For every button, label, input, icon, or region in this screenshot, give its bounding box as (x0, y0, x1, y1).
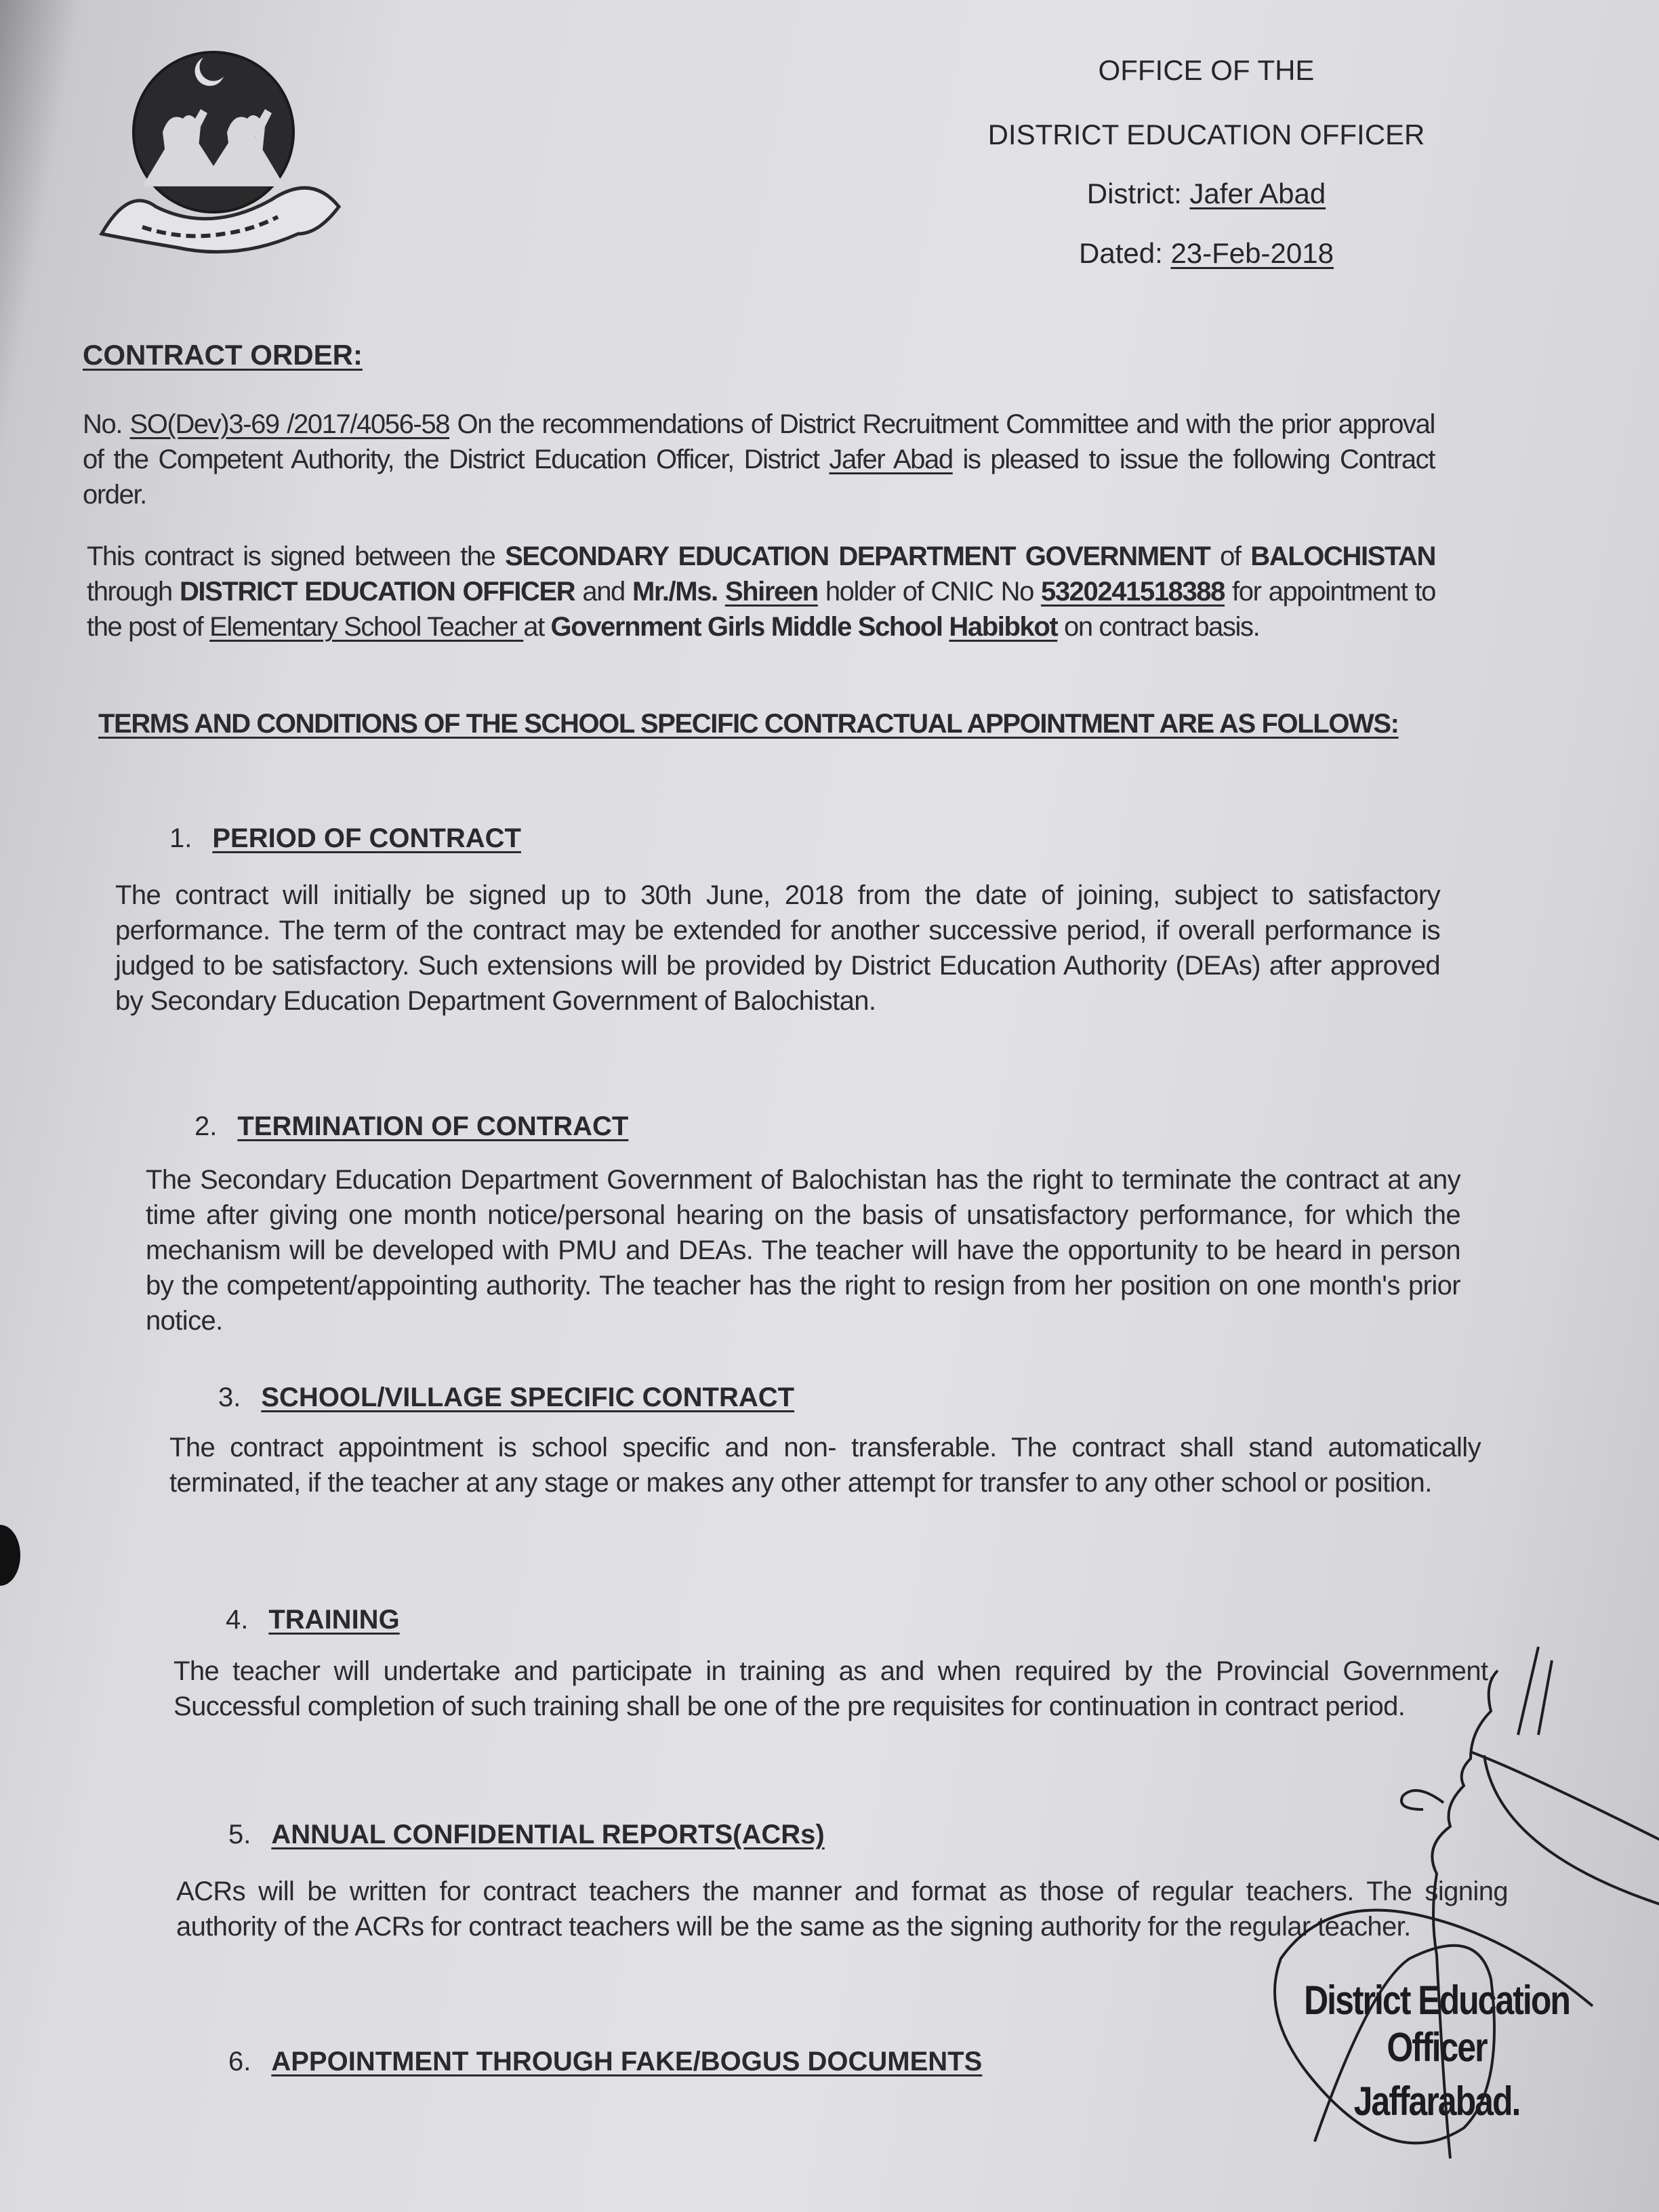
section-3-heading (218, 1382, 794, 1413)
province: BALOCHISTAN (1250, 541, 1435, 571)
text: on contract basis. (1057, 612, 1260, 642)
text: holder of CNIC No (817, 577, 1041, 607)
cnic-number: 5320241518388 (1040, 577, 1225, 607)
section-number: 6. (228, 2047, 251, 2076)
section-title: TERMINATION OF CONTRACT (237, 1111, 629, 1141)
appointee-name: Shireen (724, 577, 818, 607)
intro-text: On the recommendations of District Recruitment Committee and with the prior approval of the Competent Authority, the District Education Officer, District (83, 409, 1435, 474)
government-emblem-logo (95, 30, 346, 274)
order-number: SO(Dev)3-69 /2017/4056-58 (129, 409, 450, 439)
school-place: Habibkot (949, 612, 1058, 642)
section-title: ANNUAL CONFIDENTIAL REPORTS(ACRs) (271, 1820, 825, 1849)
terms-heading: TERMS AND CONDITIONS OF THE SCHOOL SPECIFIC CONTRACTUAL APPOINTMENT ARE AS FOLLOWS: (98, 709, 1399, 739)
text: and (575, 577, 632, 607)
section-title: APPOINTMENT THROUGH FAKE/BOGUS DOCUMENTS (271, 2047, 983, 2076)
section-1-body: The contract will initially be signed up to 30th June, 2018 from the date of joining, subject to satisfactory performance. The term of the contract may be extended for another successive period, if overall performance is judged to be satisfactory. Such extensions will be provided by District Education Authority (DEAs) after approved by Secondary Education Department Government of Balochistan. (115, 880, 1440, 1016)
section-2-body: The Secondary Education Department Government of Balochistan has the right to terminate the contract at any time after giving one month notice/personal hearing on the basis of unsatisfactory performance, for which the mechanism will be developed with PMU and DEAs. The teacher will have the opportunity to be heard in person by the competent/appointing authority. The teacher has the right to resign from her position on one month's prior notice. (146, 1165, 1460, 1336)
section-number: 2. (194, 1111, 218, 1141)
section-4-body: The teacher will undertake and participate in training as and when required by the Provincial Government. Successful completion of such training shall be one of the pre requisites for continuation in contract period. (173, 1656, 1495, 1721)
district-label: District: (1086, 178, 1182, 209)
section-number: 3. (218, 1382, 241, 1412)
text: for appointment to the post of (87, 577, 1435, 642)
section-number: 5. (228, 1820, 251, 1849)
text: This contract is signed between the (87, 541, 506, 571)
text: through (87, 577, 180, 607)
section-title: TRAINING (268, 1605, 400, 1635)
section-1-heading (169, 823, 521, 854)
dated-value: 23-Feb-2018 (1170, 237, 1334, 269)
section-4-heading (226, 1605, 400, 1635)
district-value: Jafer Abad (1189, 178, 1326, 209)
section-number: 4. (226, 1605, 249, 1635)
department: SECONDARY EDUCATION DEPARTMENT GOVERNMENT (505, 541, 1210, 571)
stamp-line-1: District Education Officer (1304, 1978, 1570, 2070)
office-title: DISTRICT EDUCATION OFFICER (987, 119, 1425, 150)
stamp-line-2: Jaffarabad. (1353, 2078, 1520, 2124)
dated-label: Dated: (1079, 237, 1163, 269)
school-name: Government Girls Middle School (550, 612, 943, 642)
order-no-label: No. (83, 409, 123, 439)
intro-text-end: is pleased to issue the following Contract order. (83, 445, 1435, 510)
text: at (523, 612, 551, 642)
section-number: 1. (169, 823, 192, 853)
section-title: SCHOOL/VILLAGE SPECIFIC CONTRACT (261, 1382, 795, 1412)
handwritten-signature (1118, 1640, 1659, 2212)
section-2-heading (194, 1111, 628, 1142)
salutation: Mr./Ms. (632, 577, 718, 607)
section-title: PERIOD OF CONTRACT (212, 823, 521, 853)
post-title: Elementary School Teacher (209, 612, 524, 642)
office-line: OFFICE OF THE (1098, 54, 1315, 86)
parties-paragraph (87, 539, 1435, 644)
officer: DISTRICT EDUCATION OFFICER (179, 577, 575, 607)
section-5-heading (228, 1820, 825, 1850)
section-5-body: ACRs will be written for contract teachers the manner and format as those of regular teachers. The signing authority of the ACRs for contract teachers will be the same as the signing authority for the regular teacher. (176, 1877, 1508, 1942)
section-6-heading (228, 2047, 982, 2077)
dated-line (901, 237, 1511, 270)
punch-hole (0, 1525, 20, 1586)
district-line (901, 178, 1511, 210)
intro-paragraph (83, 407, 1435, 512)
section-3-body: The contract appointment is school specific and non- transferable. The contract shall stand automatically terminated, if the teacher at any stage or makes any other attempt for transfer to any other school or position. (169, 1433, 1481, 1498)
text: of (1210, 541, 1251, 571)
intro-district: Jafer Abad (829, 445, 953, 474)
document-title: CONTRACT ORDER: (83, 339, 363, 371)
